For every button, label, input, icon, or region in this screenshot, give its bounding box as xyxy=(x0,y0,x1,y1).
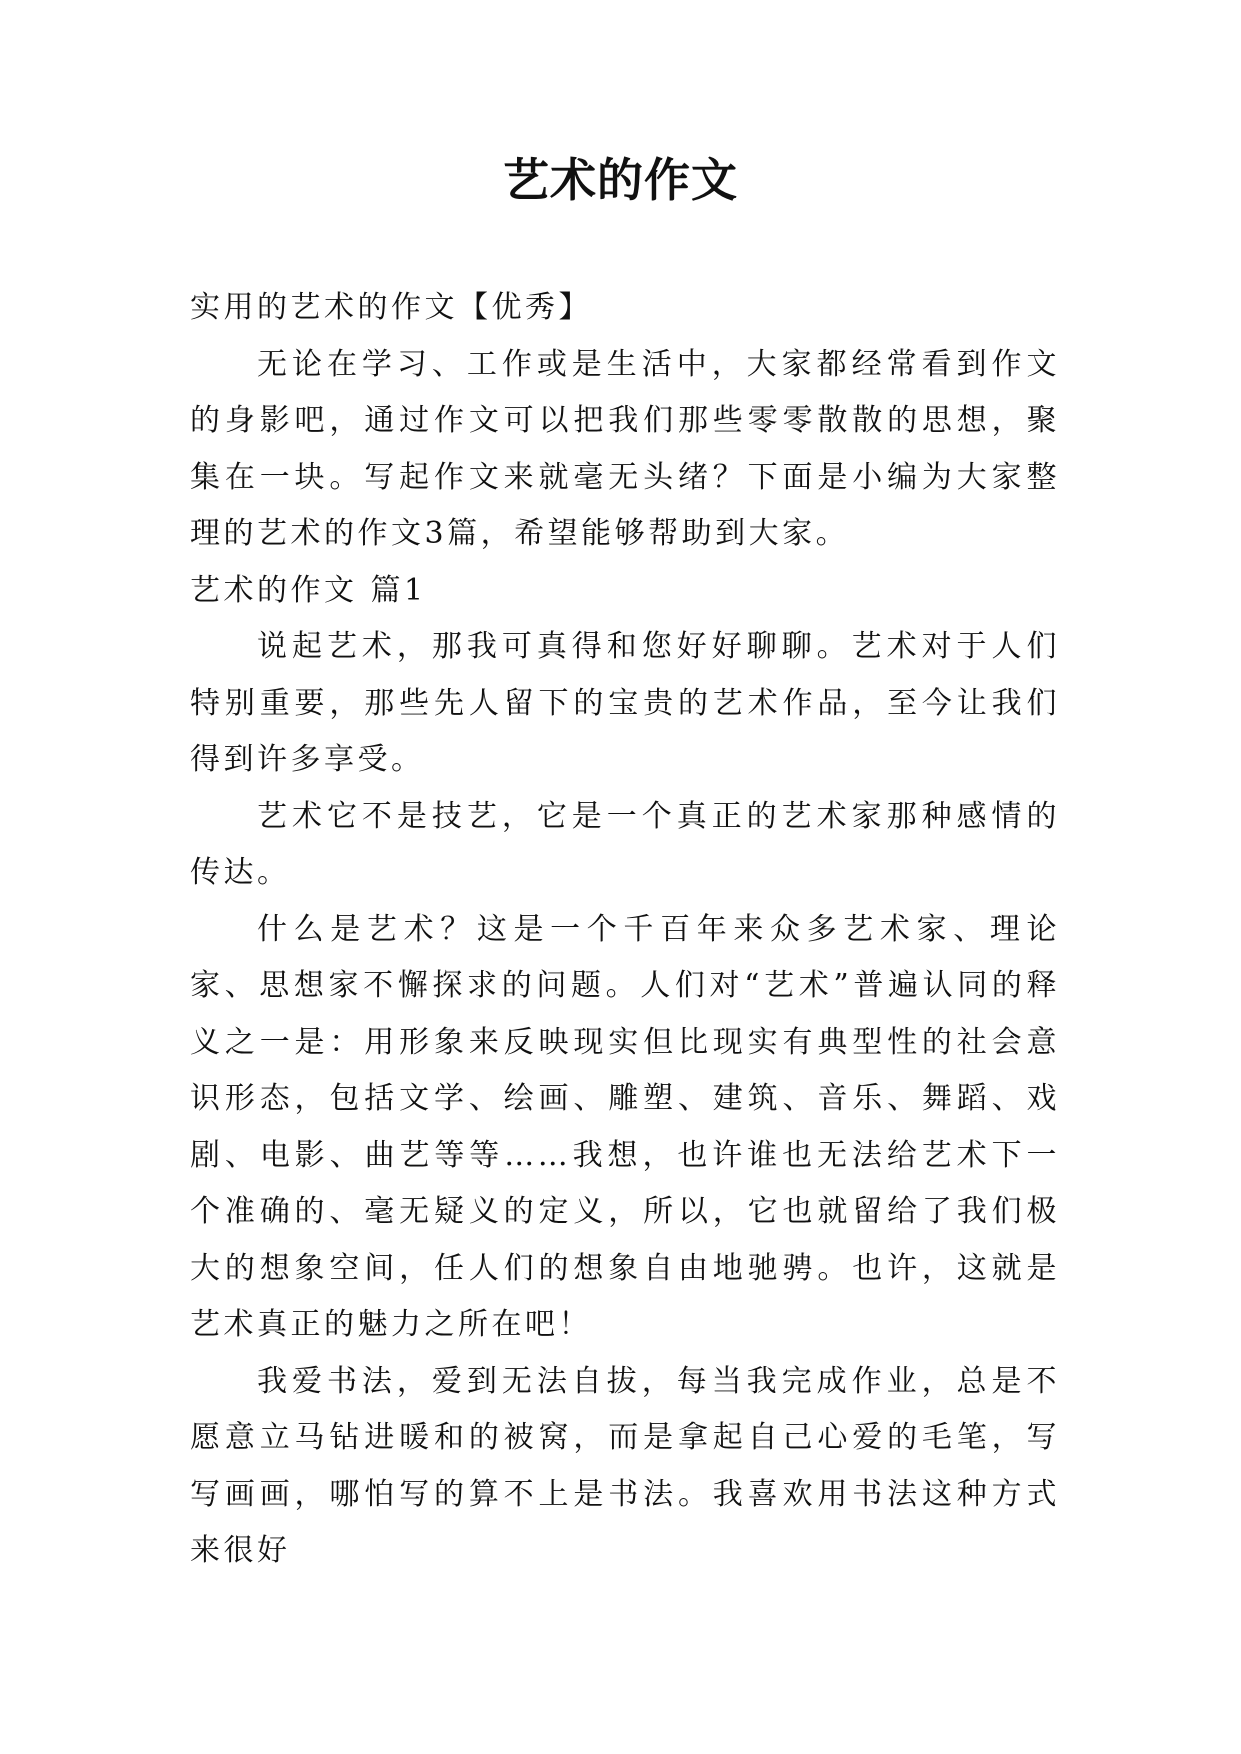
intro-paragraph: 无论在学习、工作或是生活中，大家都经常看到作文的身影吧，通过作文可以把我们那些零零散散的思想，聚集在一块。写起作文来就毫无头绪？下面是小编为大家整理的艺术的作文3篇，希望能够帮助到大家。 xyxy=(190,346,1060,551)
document-subtitle: 实用的艺术的作文【优秀】 xyxy=(190,290,592,325)
body-paragraph: 说起艺术，那我可真得和您好好聊聊。艺术对于人们特别重要，那些先人留下的宝贵的艺术作品，至今让我们得到许多享受。 xyxy=(190,629,1060,777)
body-paragraph: 什么是艺术？这是一个千百年来众多艺术家、理论家、思想家不懈探求的问题。人们对“艺术”普遍认同的释义之一是：用形象来反映现实但比现实有典型性的社会意识形态，包括文学、绘画、雕塑、建筑、音乐、舞蹈、戏剧、电影、曲艺等等……我想，也许谁也无法给艺术下一个准确的、毫无疑义的定义，所以，它也就留给了我们极大的想象空间，任人们的想象自由地驰骋。也许，这就是艺术真正的魅力之所在吧！ xyxy=(190,911,1060,1342)
body-paragraph: 我爱书法，爱到无法自拔，每当我完成作业，总是不愿意立马钻进暖和的被窝，而是拿起自己心爱的毛笔，写写画画，哪怕写的算不上是书法。我喜欢用书法这种方式来很好 xyxy=(190,1363,1060,1568)
document-title: 艺术的作文 xyxy=(503,153,738,207)
document-body xyxy=(190,280,1060,1580)
body-paragraph: 艺术它不是技艺，它是一个真正的艺术家那种感情的传达。 xyxy=(190,798,1060,890)
section-heading: 艺术的作文 篇1 xyxy=(190,572,427,608)
